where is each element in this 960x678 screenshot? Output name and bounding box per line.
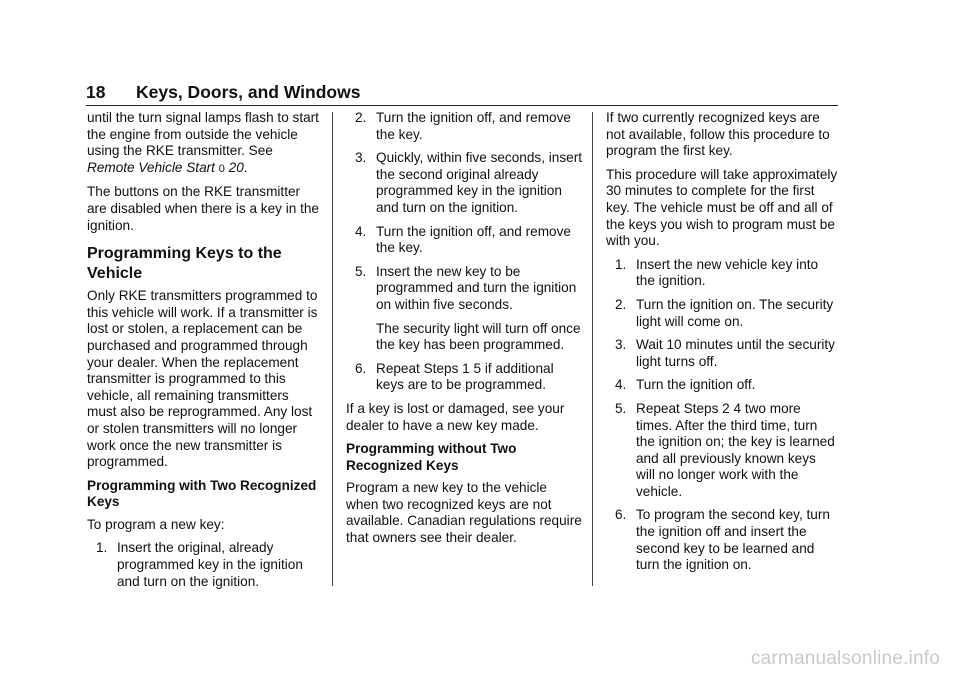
step-number: 1. <box>96 540 108 556</box>
cross-reference-page[interactable]: 20 <box>228 159 244 175</box>
step-number: 3. <box>355 150 367 166</box>
paragraph: Program a new key to the vehicle when two recognized keys are not available. Canadian regulations require that owners see their dealer. <box>346 480 582 546</box>
page-number: 18 <box>86 82 106 102</box>
step-text: Repeat Steps 2 4 two more times. After the third time, turn the ignition on; the key is learned and all previously known keys will no longer work with the vehicle. <box>636 400 835 499</box>
column-divider <box>332 112 333 586</box>
step-number: 5. <box>615 400 627 416</box>
step-text: Quickly, within five seconds, insert the second original already programmed key in the ignition and turn on the ignition. <box>376 150 582 215</box>
step-text: Insert the new vehicle key into the ignition. <box>636 256 819 289</box>
step-number: 5. <box>355 263 367 279</box>
step-item <box>346 264 582 314</box>
step-text: To program the second key, turn the ignition off and insert the second key to be learned and turn the ignition on. <box>636 507 830 573</box>
step-text: Turn the ignition off, and remove the key. <box>376 110 571 142</box>
step-item <box>606 297 838 330</box>
step-item <box>346 361 582 394</box>
paragraph: If two currently recognized keys are not available, follow this procedure to program the first key. <box>606 110 830 159</box>
column-divider <box>592 112 593 586</box>
step-item <box>606 257 838 290</box>
page-header <box>86 81 838 106</box>
column-2 <box>346 110 582 554</box>
step-text: Turn the ignition off, and remove the key. <box>376 223 571 256</box>
section-heading: Programming Keys to the Vehicle <box>87 245 282 282</box>
step-note: The security light will turn off once the key has been programmed. <box>376 320 581 353</box>
step-number: 3. <box>615 337 627 353</box>
step-text: Repeat Steps 1 5 if additional keys are to be programmed. <box>376 360 554 393</box>
step-item <box>346 110 582 143</box>
step-text: Turn the ignition off. <box>636 377 756 393</box>
step-number: 1. <box>615 256 627 272</box>
step-item <box>606 377 838 394</box>
page-ref-arrow-icon: 0 <box>218 162 225 175</box>
subsection-heading: Programming without Two Recognized Keys <box>346 441 517 473</box>
paragraph: Only RKE transmitters programmed to this vehicle will work. If a transmitter is lost or stolen, a replacement can be purchased and programmed through your dealer. When the replacement transmitter is programmed to this vehicle, all remaining transmitters must also be reprogrammed. Any lost or stolen transmitters will no longer work once the new transmitter is programmed. <box>87 288 318 470</box>
step-item <box>606 401 838 501</box>
step-item <box>87 540 319 590</box>
step-text: Wait 10 minutes until the security light turns off. <box>636 337 835 369</box>
paragraph: To program a new key: <box>87 516 225 532</box>
step-item <box>606 507 838 573</box>
step-number: 2. <box>355 110 367 125</box>
step-number: 6. <box>355 360 367 376</box>
subsection-heading: Programming with Two Recognized Keys <box>87 477 317 510</box>
step-text: Insert the original, already programmed key in the ignition and turn on the ignition. <box>117 540 303 589</box>
step-number: 2. <box>615 296 627 312</box>
step-number: 4. <box>615 377 627 393</box>
column-3 <box>606 110 838 581</box>
step-text: Insert the new key to be programmed and turn the ignition on within five seconds. <box>376 263 577 312</box>
step-item <box>346 150 582 216</box>
paragraph: This procedure will take approximately 30 minutes to complete for the first key. The vehicle must be off and all of the keys you wish to program must be with you. <box>606 166 838 249</box>
paragraph: If a key is lost or damaged, see your dealer to have a new key made. <box>346 400 565 433</box>
paragraph: until the turn signal lamps flash to start the engine from outside the vehicle using the RKE transmitter. See Remote Vehicle Start 0 20. <box>87 110 319 175</box>
paragraph: The buttons on the RKE transmitter are disabled when there is a key in the ignition. <box>87 184 319 233</box>
step-item <box>606 337 838 370</box>
watermark-text: carmanualsonline.info <box>750 648 940 669</box>
step-text: Turn the ignition on. The security light will come on. <box>636 296 834 329</box>
chapter-title: Keys, Doors, and Windows <box>136 82 361 102</box>
cross-reference-link[interactable]: Remote Vehicle Start <box>87 159 215 175</box>
step-number: 6. <box>615 507 627 523</box>
column-1 <box>87 110 319 597</box>
step-item <box>346 224 582 257</box>
step-number: 4. <box>355 223 367 239</box>
